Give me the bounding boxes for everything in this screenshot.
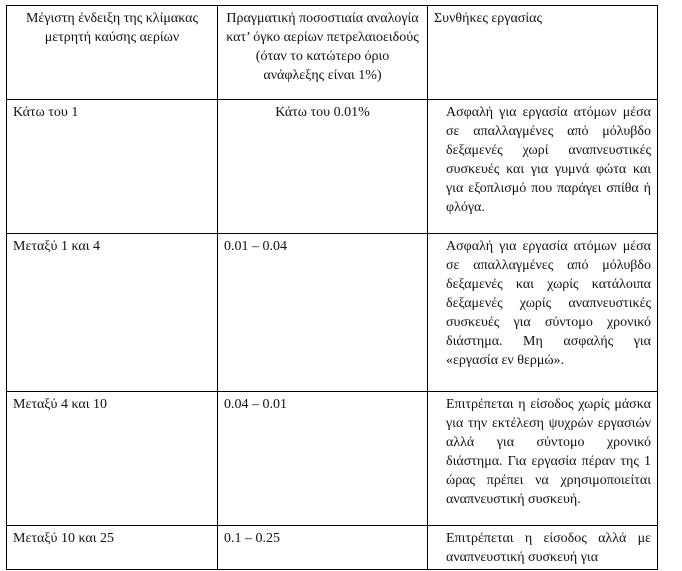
cell-percentage: 0.01 – 0.04 bbox=[218, 234, 428, 392]
header-percentage: Πραγματική ποσοστιαία αναλογία κατ’ όγκο αερίων πετρελαιοειδούς (όταν το κατώτερο όριο ανάφλεξης είναι 1%) bbox=[218, 6, 428, 100]
header-conditions: Συνθήκες εργασίας bbox=[428, 6, 658, 100]
cell-percentage: 0.04 – 0.01 bbox=[218, 392, 428, 526]
cell-reading: Μεταξύ 4 και 10 bbox=[7, 392, 218, 526]
cell-reading: Μεταξύ 10 και 25 bbox=[7, 526, 218, 570]
cell-percentage: 0.1 – 0.25 bbox=[218, 526, 428, 570]
cell-reading: Μεταξύ 1 και 4 bbox=[7, 234, 218, 392]
table-row bbox=[7, 234, 658, 392]
header-reading: Μέγιστη ένδειξη της κλίμακας μετρητή καύσης αερίων bbox=[7, 6, 218, 100]
header-row bbox=[7, 6, 658, 100]
table-row bbox=[7, 100, 658, 234]
gas-meter-table bbox=[6, 5, 658, 570]
cell-percentage: Κάτω του 0.01% bbox=[218, 100, 428, 234]
table-row bbox=[7, 392, 658, 526]
table-row bbox=[7, 526, 658, 570]
cell-conditions: Ασφαλή για εργασία ατόμων μέσα σε απαλλαγμένες από μόλυβδο δεξαμενές χωρί αναπνευστικές συσκευές και για γυμνά φώτα και για εξοπλισμό που παράγει σπίθα ή φλόγα. bbox=[428, 100, 658, 234]
cell-conditions: Επιτρέπεται η είσοδος αλλά με αναπνευστική συσκευή για bbox=[428, 526, 658, 570]
cell-conditions: Επιτρέπεται η είσοδος χωρίς μάσκα για την εκτέλεση ψυχρών εργασιών αλλά για σύντομο χρονικό διάστημα. Για εργασία πέραν της 1 ώρας πρέπει να χρησιμοποιείται αναπνευστική συσκευή. bbox=[428, 392, 658, 526]
cell-conditions: Ασφαλή για εργασία ατόμων μέσα σε απαλλαγμένες από μόλυβδο δεξαμενές και χωρίς κατάλοιπα δεξαμενές χωρίς αναπνευστικές συσκευές για σύντομο χρονικό διάστημα. Μη ασφαλής για «εργασία εν θερμώ». bbox=[428, 234, 658, 392]
cell-reading: Κάτω του 1 bbox=[7, 100, 218, 234]
